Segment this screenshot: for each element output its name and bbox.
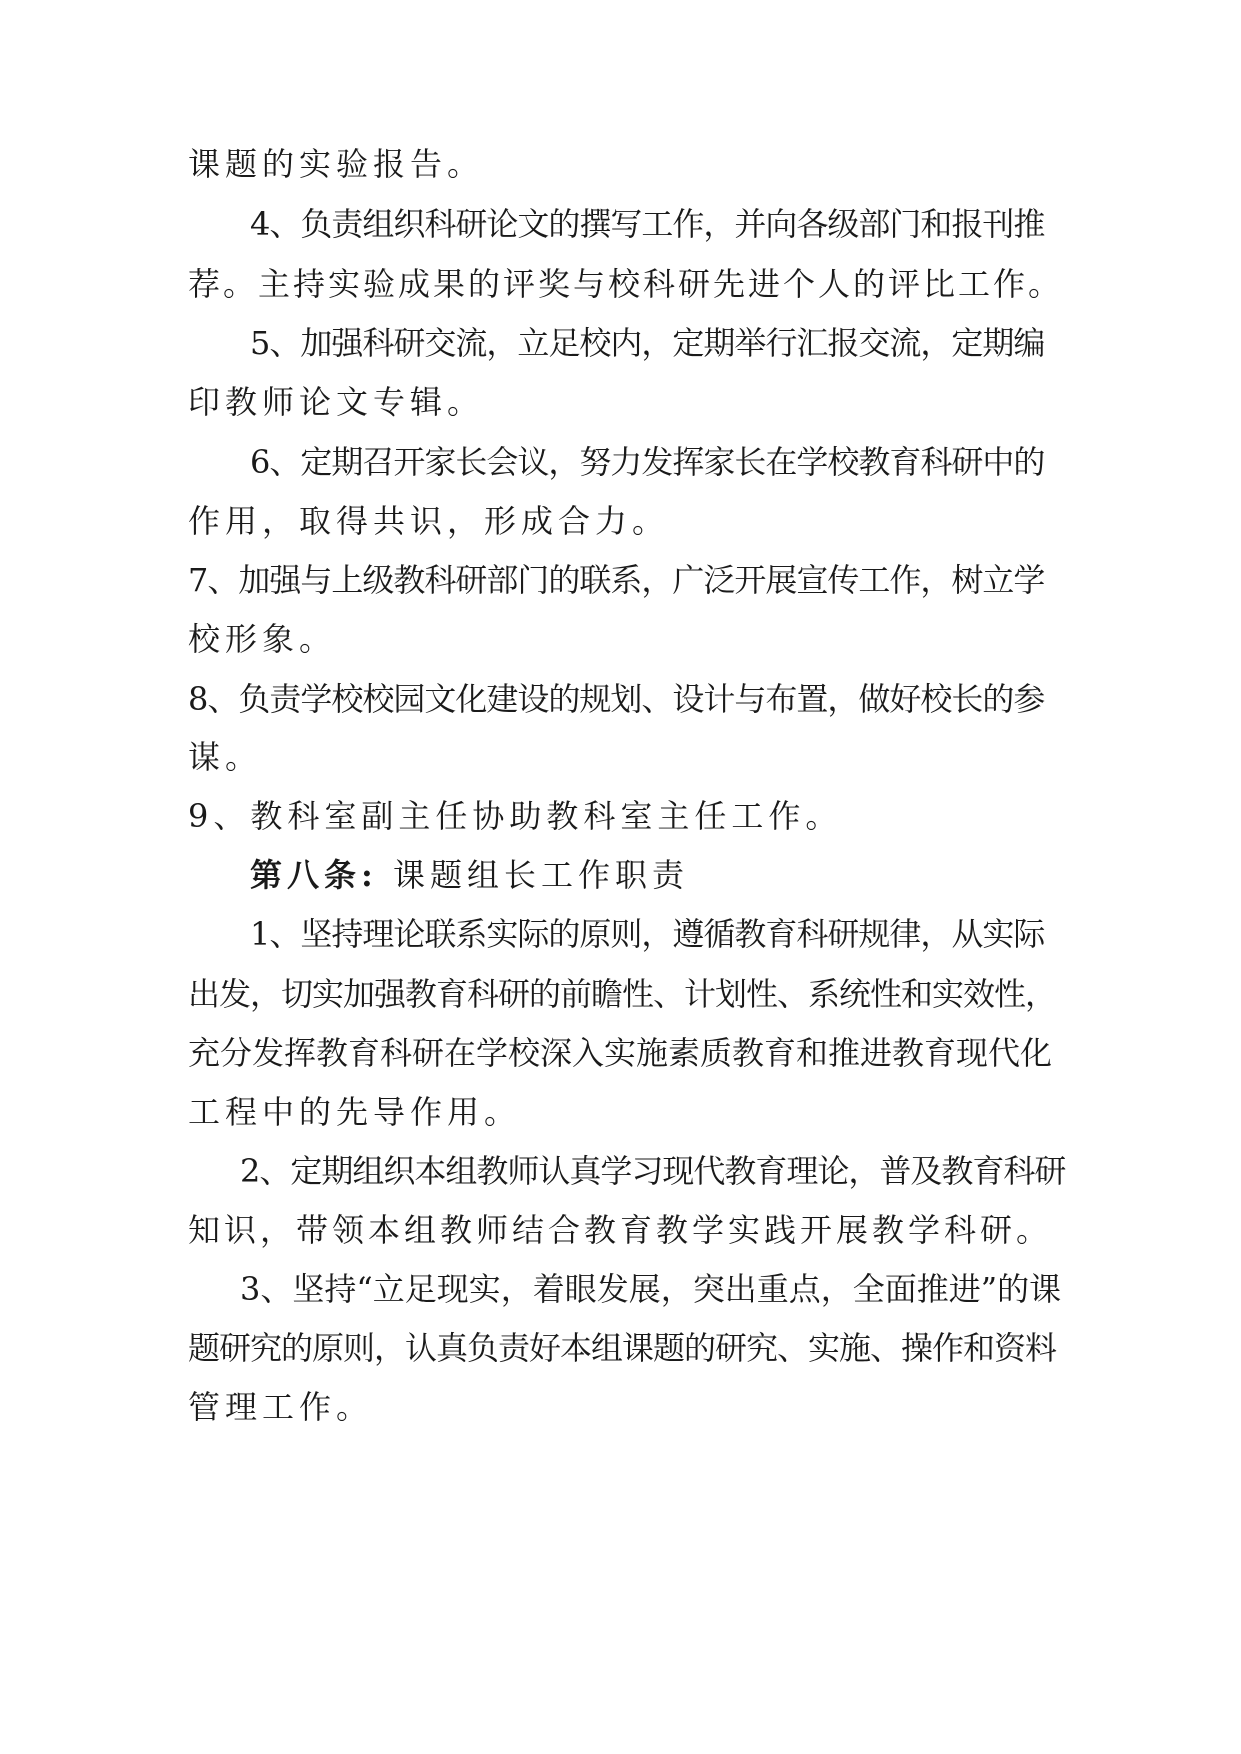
paragraph-line: 作用，取得共识，形成合力。 bbox=[188, 502, 670, 540]
paragraph-line: 管理工作。 bbox=[188, 1388, 374, 1426]
paragraph-line: 7、加强与上级教科研部门的联系，广泛开展宣传工作，树立学 bbox=[188, 561, 1045, 599]
paragraph-line: 4、负责组织科研论文的撰写工作，并向各级部门和报刊推 bbox=[250, 205, 1045, 243]
paragraph-line: 印教师论文专辑。 bbox=[188, 383, 485, 421]
article-label: 第八条: bbox=[250, 856, 378, 894]
paragraph-line: 校形象。 bbox=[188, 620, 337, 658]
paragraph-line: 工程中的先导作用。 bbox=[188, 1093, 522, 1131]
paragraph-line: 题研究的原则，认真负责好本组课题的研究、实施、操作和资料 bbox=[188, 1329, 1057, 1367]
paragraph-line: 1、坚持理论联系实际的原则，遵循教育科研规律，从实际 bbox=[250, 915, 1045, 953]
paragraph-line: 荐。主持实验成果的评奖与校科研先进个人的评比工作。 bbox=[188, 265, 1064, 303]
paragraph-line: 2、定期组织本组教师认真学习现代教育理论，普及教育科研 bbox=[240, 1152, 1066, 1190]
paragraph-line: 知识，带领本组教师结合教育教学实践开展教学科研。 bbox=[188, 1211, 1053, 1249]
article-heading bbox=[250, 855, 1068, 895]
paragraph-line: 6、定期召开家长会议，努力发挥家长在学校教育科研中的 bbox=[250, 443, 1045, 481]
paragraph-line: 出发，切实加强教育科研的前瞻性、计划性、系统性和实效性， bbox=[188, 975, 1057, 1013]
paragraph-line: 9、教科室副主任协助教科室主任工作。 bbox=[188, 797, 843, 835]
paragraph-line: 8、负责学校校园文化建设的规划、设计与布置，做好校长的参 bbox=[188, 680, 1045, 718]
article-title: 课题组长工作职责 bbox=[393, 856, 690, 894]
paragraph-line: 课题的实验报告。 bbox=[188, 145, 485, 183]
paragraph-line: 谋。 bbox=[188, 738, 263, 776]
paragraph-line: 充分发挥教育科研在学校深入实施素质教育和推进教育现代化 bbox=[188, 1034, 1053, 1072]
paragraph-line: 5、加强科研交流，立足校内，定期举行汇报交流，定期编 bbox=[250, 324, 1045, 362]
paragraph-line: 3、坚持“立足现实，着眼发展，突出重点，全面推进”的课 bbox=[240, 1270, 1062, 1308]
